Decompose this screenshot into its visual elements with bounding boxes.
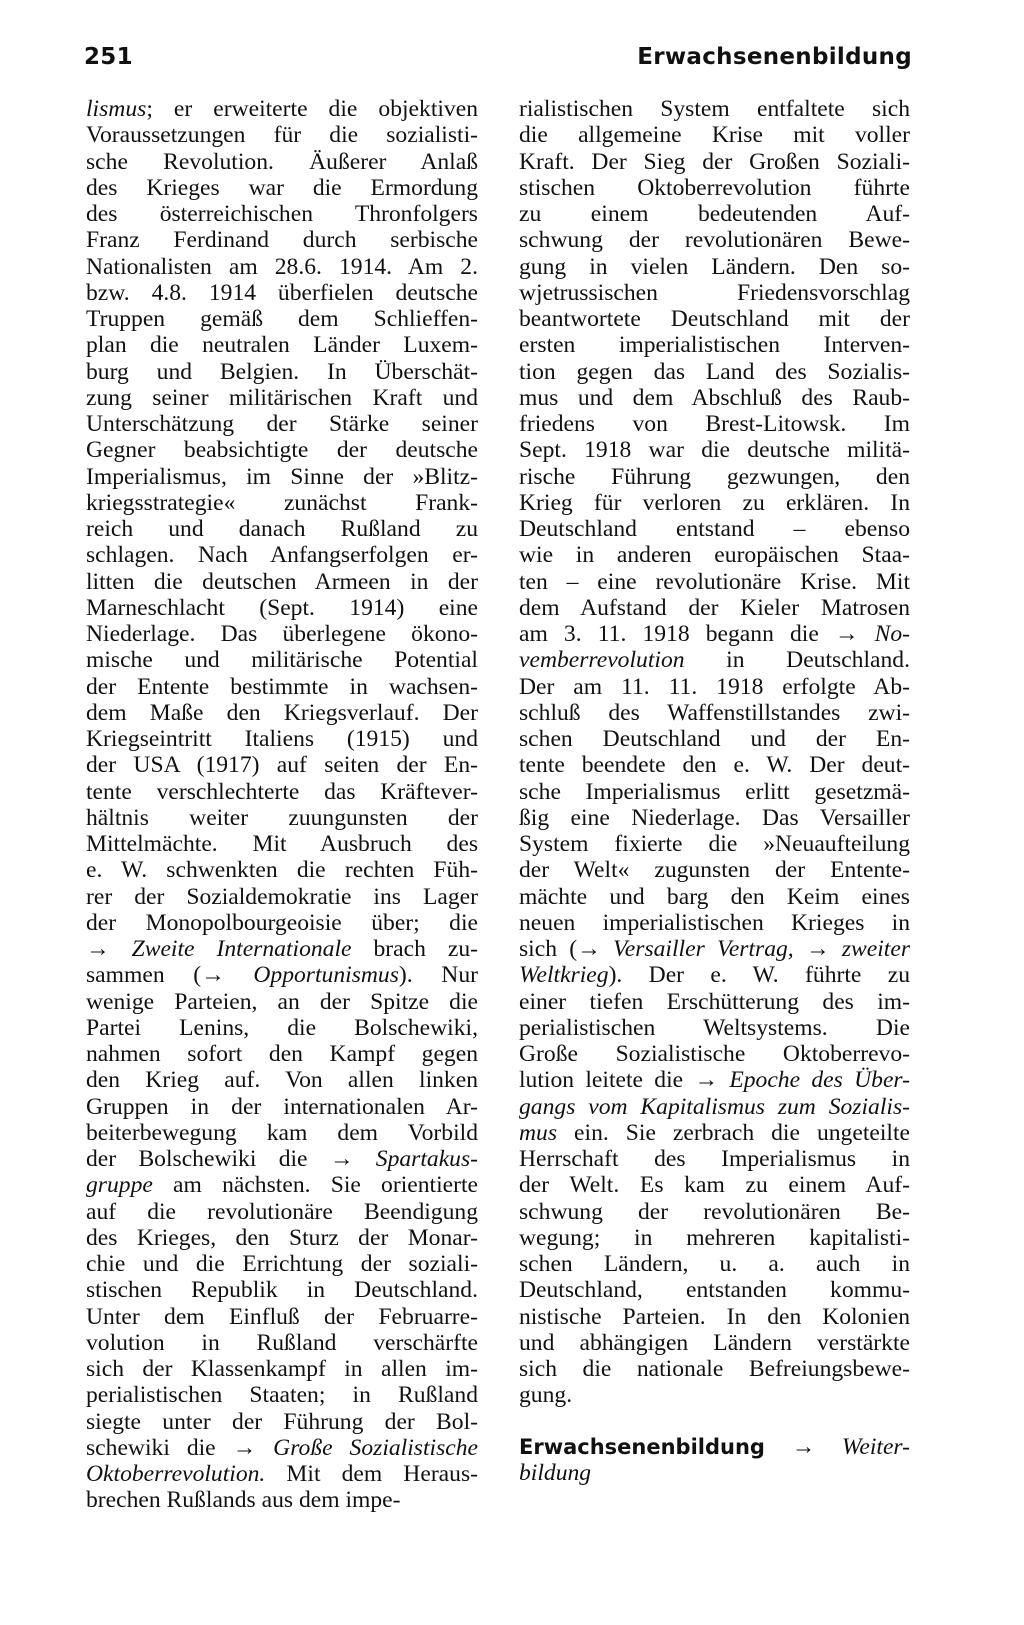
text-segment: ). Nur: [398, 962, 478, 989]
text-line: [86, 1461, 478, 1487]
text-segment: Imperialismus, im Sinne der »Blitz-: [86, 463, 478, 490]
text-line: [86, 910, 478, 936]
text-line: [86, 1435, 478, 1461]
text-line: [519, 1277, 910, 1303]
text-segment: Kriegseintritt Italiens (1915) und: [86, 726, 478, 752]
text-line: [519, 831, 910, 857]
text-segment: gung.: [519, 1382, 573, 1409]
text-segment: Marneschlacht (Sept. 1914) eine: [86, 594, 478, 621]
text-line: [519, 700, 910, 726]
text-line: [86, 1120, 478, 1146]
text-segment: perialistischen Staaten; in Rußland: [86, 1382, 478, 1409]
text-segment: dem Aufstand der Kieler Matrosen: [519, 594, 910, 621]
text-segment: der Bolschewiki die →: [86, 1146, 376, 1172]
text-segment: brach zu-: [351, 936, 478, 962]
text-line: [86, 227, 478, 253]
cross-reference: Versailler Vertrag,: [613, 936, 794, 962]
text-line: [519, 464, 910, 490]
text-segment: ten – eine revolutionäre Krise. Mit: [519, 568, 910, 595]
text-segment: plan die neutralen Länder Luxem-: [86, 332, 478, 359]
text-line: [519, 385, 910, 411]
text-line: [519, 569, 910, 595]
text-segment: der USA (1917) auf seiten der En-: [86, 752, 478, 779]
text-segment: chie und die Errichtung der soziali-: [86, 1251, 478, 1277]
cross-reference: Weltkrieg: [519, 962, 609, 989]
text-line: [86, 1409, 478, 1435]
text-line: [519, 936, 910, 962]
text-segment: stischen Oktoberrevolution führte: [519, 174, 910, 201]
text-segment: zu einem bedeutenden Auf-: [519, 201, 910, 227]
cross-reference: zweiter: [841, 936, 910, 962]
text-segment: tente beendete den e. W. Der deut-: [519, 752, 910, 779]
text-segment: schwung der revolutionären Be-: [519, 1198, 910, 1225]
cross-reference: vemberrevolution: [519, 647, 685, 674]
text-line: [86, 674, 478, 700]
cross-reference: Oktoberrevolution.: [86, 1461, 266, 1487]
text-line: [86, 1172, 478, 1198]
text-segment: des Krieges, den Sturz der Monar-: [86, 1224, 478, 1251]
text-segment: sche Revolution. Äußerer Anlaß: [86, 148, 478, 175]
text-line: [519, 516, 910, 542]
text-segment: schlagen. Nach Anfangserfolgen er-: [86, 542, 478, 569]
text-segment: lution leitete die →: [519, 1067, 730, 1094]
text-line: [86, 647, 478, 673]
text-segment: der Welt« zugunsten der Entente-: [519, 857, 910, 884]
text-segment: ßig eine Niederlage. Das Versailler: [519, 804, 910, 831]
text-segment: wie in anderen europäischen Staa-: [519, 542, 910, 569]
text-line: [86, 831, 478, 857]
text-segment: Mittelmächte. Mit Ausbruch des: [86, 831, 478, 857]
text-segment: nahmen sofort den Kampf gegen: [86, 1041, 478, 1067]
text-segment: nistische Parteien. In den Kolonien: [519, 1303, 910, 1330]
text-line: [519, 122, 910, 148]
text-segment: hältnis weiter zuungunsten der: [86, 804, 478, 831]
text-segment: Nationalisten am 28.6. 1914. Am 2.: [86, 253, 478, 280]
text-segment: dem Maße den Kriegsverlauf. Der: [86, 699, 478, 726]
text-segment: neuen imperialistischen Krieges in: [519, 909, 910, 936]
text-line: [86, 385, 478, 411]
cross-reference: Zweite Internationale: [131, 936, 352, 962]
cross-reference: bildung: [519, 1459, 592, 1486]
text-segment: siegte unter der Führung der Bol-: [86, 1408, 478, 1435]
text-segment: und abhängigen Ländern verstärkte: [519, 1329, 910, 1356]
text-line: [86, 621, 478, 647]
text-segment: der Welt. Es kam zu einem Auf-: [519, 1172, 910, 1199]
text-line: [519, 227, 910, 253]
text-line: [519, 1067, 910, 1093]
text-line: [519, 1015, 910, 1041]
cross-reference: lismus: [86, 96, 147, 122]
text-line: [86, 516, 478, 542]
text-segment: schewiki die →: [86, 1434, 274, 1461]
text-line: [86, 1225, 478, 1251]
text-segment: Partei Lenins, die Bolschewiki,: [86, 1014, 478, 1041]
text-line: [86, 490, 478, 516]
text-segment: zung seiner militärischen Kraft und: [86, 384, 478, 411]
text-line: [519, 149, 910, 175]
text-segment: stischen Republik in Deutschland.: [86, 1277, 478, 1304]
text-line: [86, 306, 478, 332]
cross-reference: Große Sozialistische: [273, 1434, 478, 1461]
text-segment: perialistischen Weltsystems. Die: [519, 1014, 910, 1041]
text-line: [86, 1330, 478, 1356]
text-line: [519, 1199, 910, 1225]
text-segment: ersten imperialistischen Interven-: [519, 332, 910, 359]
cross-reference: Weiter-: [841, 1433, 910, 1460]
text-line: [86, 989, 478, 1015]
text-line: [86, 857, 478, 883]
text-segment: gung in vielen Ländern. Den so-: [519, 253, 910, 280]
text-line: [86, 569, 478, 595]
text-segment: der Monopolbourgeoisie über; die: [86, 909, 478, 936]
text-line: [519, 411, 910, 437]
text-line: [86, 1199, 478, 1225]
text-segment: mische und militärische Potential: [86, 647, 478, 674]
text-segment: sche Imperialismus erlitt gesetzmä-: [519, 778, 910, 805]
text-segment: einer tiefen Erschütterung des im-: [519, 988, 910, 1015]
entry-headword: Erwachsenenbildung: [519, 1434, 765, 1459]
text-segment: litten die deutschen Armeen in der: [86, 568, 478, 595]
text-segment: des Krieges war die Ermordung: [86, 174, 478, 201]
text-segment: →: [793, 936, 842, 962]
text-segment: ein. Sie zerbrach die ungeteilte: [557, 1119, 910, 1146]
text-line: [86, 122, 478, 148]
text-segment: des österreichischen Thronfolgers: [86, 201, 478, 227]
text-segment: wjetrussischen Friedensvorschlag: [519, 279, 910, 306]
text-line: [519, 1225, 910, 1251]
text-line: [519, 201, 910, 227]
text-segment: der Entente bestimmte in wachsen-: [86, 673, 478, 700]
text-line: [519, 359, 910, 385]
text-line: [519, 595, 910, 621]
text-line: [519, 96, 910, 122]
text-line: [86, 542, 478, 568]
text-line: [519, 1172, 910, 1198]
text-line: [86, 700, 478, 726]
text-segment: Krieg für verloren zu erklären. In: [519, 489, 910, 516]
cross-reference: Spartakus-: [375, 1146, 478, 1172]
text-segment: sammen (→: [86, 962, 254, 989]
text-line: [519, 1251, 910, 1277]
right-column: [519, 96, 910, 1486]
text-segment: →: [764, 1433, 842, 1460]
cross-reference: Epoche des Über-: [729, 1067, 910, 1094]
text-line: [86, 437, 478, 463]
text-line: [519, 175, 910, 201]
text-segment: in Deutschland.: [684, 647, 910, 674]
text-line: [519, 1460, 910, 1486]
text-line: [86, 332, 478, 358]
text-segment: brechen Rußlands aus dem impe-: [86, 1487, 401, 1514]
text-segment: Niederlage. Das überlegene ökono-: [86, 621, 478, 647]
text-line: [519, 1146, 910, 1172]
text-line: [519, 306, 910, 332]
text-segment: rialistischen System entfaltete sich: [519, 96, 910, 122]
text-segment: ). Der e. W. führte zu: [608, 962, 910, 989]
text-line: [86, 1382, 478, 1408]
text-line: [86, 411, 478, 437]
text-line: [519, 1382, 910, 1408]
text-segment: sich die nationale Befreiungsbewe-: [519, 1356, 910, 1382]
text-line: [86, 752, 478, 778]
text-segment: schen Ländern, u. a. auch in: [519, 1251, 910, 1277]
text-segment: Truppen gemäß dem Schlieffen-: [86, 306, 478, 332]
text-line: [519, 1434, 910, 1460]
text-line: [519, 332, 910, 358]
text-segment: burg und Belgien. In Überschät-: [86, 358, 478, 385]
text-line: [86, 1277, 478, 1303]
page-number: 251: [84, 44, 133, 70]
text-line: [86, 149, 478, 175]
text-line: [519, 1330, 910, 1356]
text-line: [519, 910, 910, 936]
text-line: [519, 542, 910, 568]
text-line: [519, 490, 910, 516]
text-segment: den Krieg auf. Von allen linken: [86, 1067, 478, 1094]
text-line: [86, 201, 478, 227]
text-segment: ; er erweiterte die objektiven: [146, 96, 478, 122]
text-line: [86, 805, 478, 831]
text-segment: sich (→: [519, 936, 613, 962]
cross-reference: gruppe: [86, 1172, 153, 1199]
text-line: [86, 280, 478, 306]
text-line: [86, 1094, 478, 1120]
text-line: [519, 962, 910, 988]
text-line: [519, 1094, 910, 1120]
text-segment: volution in Rußland verschärfte: [86, 1329, 478, 1356]
text-line: [519, 647, 910, 673]
text-segment: Deutschland, entstanden kommu-: [519, 1277, 910, 1304]
text-segment: Unter dem Einfluß der Februarre-: [86, 1303, 478, 1330]
text-line: [86, 1251, 478, 1277]
text-line: [519, 805, 910, 831]
text-segment: friedens von Brest-Litowsk. Im: [519, 411, 910, 437]
text-line: [519, 779, 910, 805]
running-head: Erwachsenenbildung: [637, 44, 912, 70]
text-line: [86, 254, 478, 280]
text-segment: Der am 11. 11. 1918 erfolgte Ab-: [519, 673, 910, 700]
text-segment: Deutschland entstand – ebenso: [519, 516, 910, 542]
text-line: [86, 595, 478, 621]
text-segment: rische Führung gezwungen, den: [519, 463, 910, 490]
text-segment: e. W. schwenkten die rechten Füh-: [86, 857, 478, 884]
text-segment: schwung der revolutionären Bewe-: [519, 227, 910, 254]
text-line: [519, 621, 910, 647]
text-segment: schen Deutschland und der En-: [519, 726, 910, 752]
text-line: [519, 884, 910, 910]
text-segment: wegung; in mehreren kapitalisti-: [519, 1224, 910, 1251]
text-line: [519, 674, 910, 700]
cross-reference: No-: [874, 621, 910, 647]
text-line: [86, 962, 478, 988]
text-segment: tente verschlechterte das Kräftever-: [86, 778, 478, 805]
text-segment: kriegsstrategie« zunächst Frank-: [86, 489, 478, 516]
text-segment: beantwortete Deutschland mit der: [519, 306, 910, 332]
text-segment: mächte und barg den Keim eines: [519, 883, 910, 910]
text-line: [519, 1304, 910, 1330]
text-segment: →: [86, 936, 132, 962]
text-segment: Große Sozialistische Oktoberrevo-: [519, 1041, 910, 1067]
text-segment: reich und danach Rußland zu: [86, 516, 478, 542]
text-line: [86, 175, 478, 201]
text-segment: Gegner beabsichtigte der deutsche: [86, 437, 478, 464]
text-line: [86, 464, 478, 490]
text-line: [86, 884, 478, 910]
text-segment: sich der Klassenkampf in allen im-: [86, 1356, 478, 1382]
text-segment: Franz Ferdinand durch serbische: [86, 227, 478, 254]
text-line: [519, 726, 910, 752]
text-line: [86, 96, 478, 122]
text-line: [86, 1146, 478, 1172]
text-line: [86, 1356, 478, 1382]
text-segment: Gruppen in der internationalen Ar-: [86, 1093, 478, 1120]
text-segment: System fixierte die »Neuaufteilung: [519, 831, 910, 857]
text-segment: bzw. 4.8. 1914 überfielen deutsche: [86, 279, 478, 306]
text-line: [86, 1015, 478, 1041]
text-line: [519, 254, 910, 280]
text-segment: tion gegen das Land des Sozialis-: [519, 358, 910, 385]
text-segment: wenige Parteien, an der Spitze die: [86, 988, 478, 1015]
text-segment: die allgemeine Krise mit voller: [519, 122, 910, 149]
text-line: [86, 1067, 478, 1093]
cross-reference: gangs vom Kapitalismus zum Sozialis-: [519, 1093, 910, 1120]
text-line: [519, 752, 910, 778]
text-segment: auf die revolutionäre Beendigung: [86, 1198, 478, 1225]
text-segment: beiterbewegung kam dem Vorbild: [86, 1119, 478, 1146]
text-line: [86, 1487, 478, 1513]
text-segment: Unterschätzung der Stärke seiner: [86, 411, 478, 437]
text-line: [86, 1041, 478, 1067]
text-line: [86, 779, 478, 805]
text-line: [519, 280, 910, 306]
text-segment: schluß des Waffenstillstandes zwi-: [519, 699, 910, 726]
paragraph-gap: [519, 1409, 910, 1434]
text-segment: mus und dem Abschluß des Raub-: [519, 384, 910, 411]
text-line: [519, 989, 910, 1015]
text-line: [519, 437, 910, 463]
text-segment: Voraussetzungen für die sozialisti-: [86, 122, 478, 149]
text-segment: am 3. 11. 1918 begann die →: [519, 621, 875, 647]
text-line: [519, 857, 910, 883]
text-line: [86, 359, 478, 385]
cross-reference: Opportunismus: [253, 962, 399, 989]
text-segment: am nächsten. Sie orientierte: [152, 1172, 478, 1199]
text-segment: Kraft. Der Sieg der Großen Soziali-: [519, 148, 910, 175]
text-line: [86, 936, 478, 962]
text-segment: rer der Sozialdemokratie ins Lager: [86, 883, 478, 910]
text-segment: Herrschaft des Imperialismus in: [519, 1146, 910, 1172]
text-line: [86, 726, 478, 752]
text-segment: Mit dem Heraus-: [265, 1461, 478, 1487]
text-line: [86, 1304, 478, 1330]
text-line: [519, 1041, 910, 1067]
left-column: [86, 96, 478, 1514]
cross-reference: mus: [519, 1119, 558, 1146]
text-line: [519, 1120, 910, 1146]
text-segment: Sept. 1918 war die deutsche militä-: [519, 437, 910, 464]
text-line: [519, 1356, 910, 1382]
